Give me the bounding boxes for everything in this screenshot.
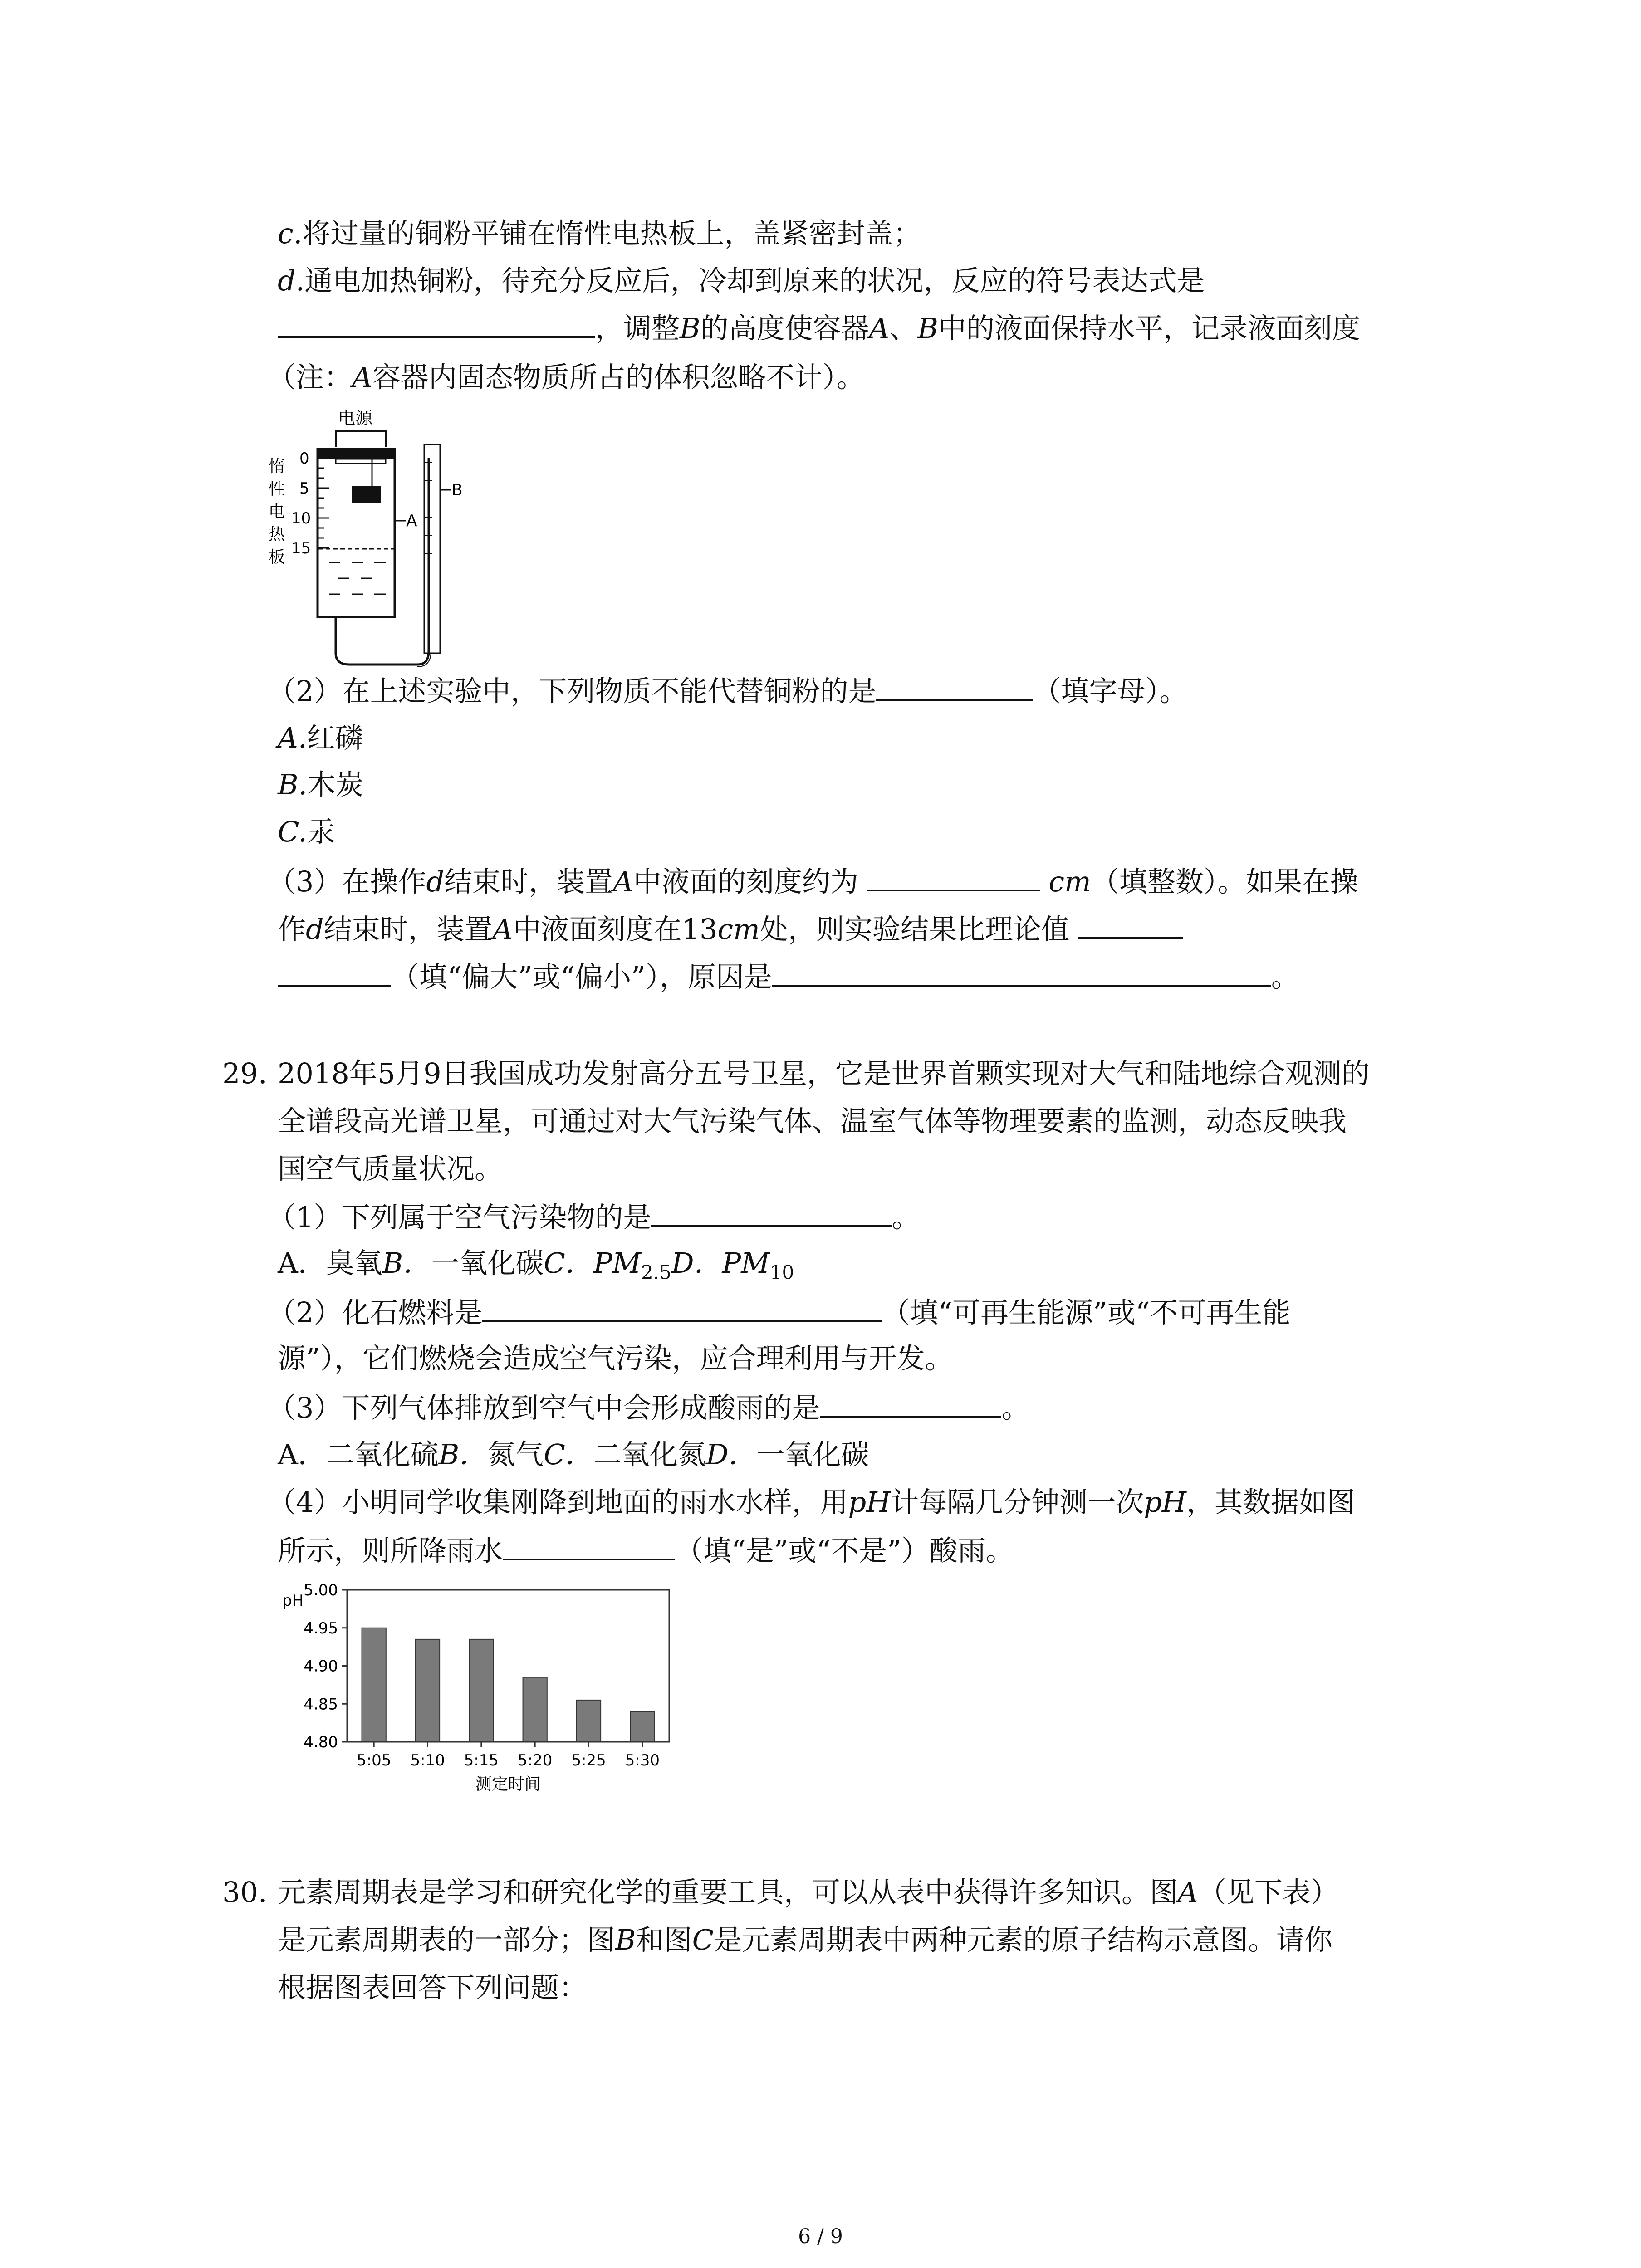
- y-tick-label: 5.00: [304, 1581, 338, 1599]
- q29-number: 29.: [222, 1057, 267, 1090]
- answer-blank-p3a[interactable]: [867, 864, 1040, 891]
- y-tick-label: 4.95: [304, 1619, 338, 1637]
- x-tick-label: 5:05: [356, 1751, 392, 1769]
- chart-ylabel: pH: [282, 1592, 304, 1610]
- note-line: （注：A容器内固态物质所占的体积忽略不计）。: [268, 361, 865, 394]
- q29-part1-options: A．臭氧B．一氧化碳C．$PM_{2.5}D$．$PM_{10}$: [278, 1246, 794, 1284]
- apparatus-diagram: [268, 399, 485, 671]
- q28-part3-line3: （填“偏大”或“偏小”），原因是 。: [278, 959, 1299, 994]
- q30-line3: 根据图表回答下列问题：: [278, 1971, 588, 2004]
- scale-5: 5: [299, 479, 309, 498]
- scale-15: 15: [291, 539, 311, 557]
- y-tick-label: 4.90: [304, 1657, 338, 1676]
- svg-text:惰: 惰: [269, 457, 285, 476]
- x-tick-label: 5:25: [571, 1751, 606, 1769]
- x-tick-label: 5:10: [410, 1751, 445, 1769]
- bar: [577, 1700, 601, 1742]
- y-tick-label: 4.80: [304, 1733, 338, 1751]
- bar: [523, 1677, 547, 1742]
- chart-xlabel: 测定时间: [475, 1775, 541, 1794]
- bar: [416, 1639, 440, 1742]
- option-c: C.汞: [278, 815, 335, 848]
- bar: [630, 1711, 654, 1742]
- q29-part3-options: A．二氧化硫B．氮气C．二氧化氮D．一氧化碳: [278, 1438, 869, 1471]
- q29-part2-line2: 源”），它们燃烧会造成空气污染，应合理利用与开发。: [278, 1342, 953, 1375]
- page-number: 6 / 9: [798, 2225, 843, 2248]
- q29-part2: （2）化石燃料是 （填“可再生能源”或“不可再生能: [268, 1296, 1291, 1329]
- answer-blank-q29-3[interactable]: [820, 1390, 1001, 1418]
- scale-0: 0: [299, 450, 309, 468]
- step-d-line2: ，调整B的高度使容器A、B中的液面保持水平，记录液面刻度: [278, 311, 1360, 345]
- answer-blank-q29-1[interactable]: [651, 1200, 892, 1227]
- svg-text:性: 性: [269, 480, 285, 499]
- label-A: A: [406, 512, 417, 530]
- q28-part3-line2: 作d结束时，装置A中液面刻度在13cm处，则实验结果比理论值: [278, 912, 1183, 946]
- step-c: c.将过量的铜粉平铺在惰性电热板上，盖紧密封盖；: [278, 217, 921, 250]
- answer-blank-equation[interactable]: [278, 311, 595, 338]
- bar: [469, 1639, 493, 1742]
- power-label: 电源: [338, 408, 373, 428]
- option-b: B.木炭: [278, 768, 364, 801]
- q29-line1: 2018年5月9日我国成功发射高分五号卫星，它是世界首颗实现对大气和陆地综合观测的: [278, 1057, 1370, 1090]
- answer-blank-q29-4[interactable]: [503, 1533, 675, 1560]
- q29-part4: （4）小明同学收集刚降到地面的雨水水样，用pH计每隔几分钟测一次pH，其数据如图: [268, 1486, 1356, 1519]
- q29-part3: （3）下列气体排放到空气中会形成酸雨的是 。: [268, 1391, 1030, 1424]
- x-tick-label: 5:30: [625, 1751, 660, 1769]
- q29-line3: 国空气质量状况。: [278, 1152, 503, 1185]
- answer-blank-q29-2[interactable]: [482, 1295, 882, 1322]
- q28-part3: （3）在操作d结束时，装置A中液面的刻度约为 cm（填整数）。如果在操: [268, 865, 1358, 898]
- label-B: B: [451, 481, 463, 499]
- option-a: A.红磷: [278, 721, 363, 754]
- q30-line2: 是元素周期表的一部分；图B和图C是元素周期表中两种元素的原子结构示意图。请你: [278, 1923, 1333, 1956]
- answer-blank-reason[interactable]: [772, 959, 1271, 987]
- bar: [362, 1628, 386, 1742]
- q28-part2: （2）在上述实验中，下列物质不能代替铜粉的是 （填字母）。: [268, 675, 1188, 708]
- q29-part1: （1）下列属于空气污染物的是 。: [268, 1201, 920, 1234]
- ph-bar-chart: [272, 1579, 726, 1833]
- y-tick-label: 4.85: [304, 1695, 338, 1714]
- answer-blank-p3c[interactable]: [278, 959, 391, 987]
- svg-text:热: 热: [269, 525, 285, 544]
- x-tick-label: 5:20: [517, 1751, 553, 1769]
- step-d: d.通电加热铜粉，待充分反应后，冷却到原来的状况，反应的符号表达式是: [278, 264, 1205, 297]
- scale-10: 10: [291, 509, 311, 528]
- svg-text:板: 板: [269, 548, 285, 567]
- q29-part4-line2: 所示，则所降雨水 （填“是”或“不是”）酸雨。: [278, 1534, 1014, 1567]
- q30-number: 30.: [222, 1876, 267, 1909]
- q29-line2: 全谱段高光谱卫星，可通过对大气污染气体、温室气体等物理要素的监测，动态反映我: [278, 1105, 1347, 1138]
- answer-blank-p2[interactable]: [876, 674, 1033, 701]
- q30-line1: 元素周期表是学习和研究化学的重要工具，可以从表中获得许多知识。图A（见下表）: [278, 1876, 1339, 1909]
- chart-plot-area: [347, 1590, 669, 1742]
- svg-text:电: 电: [269, 503, 285, 521]
- answer-blank-p3b[interactable]: [1078, 912, 1183, 939]
- x-tick-label: 5:15: [464, 1751, 499, 1769]
